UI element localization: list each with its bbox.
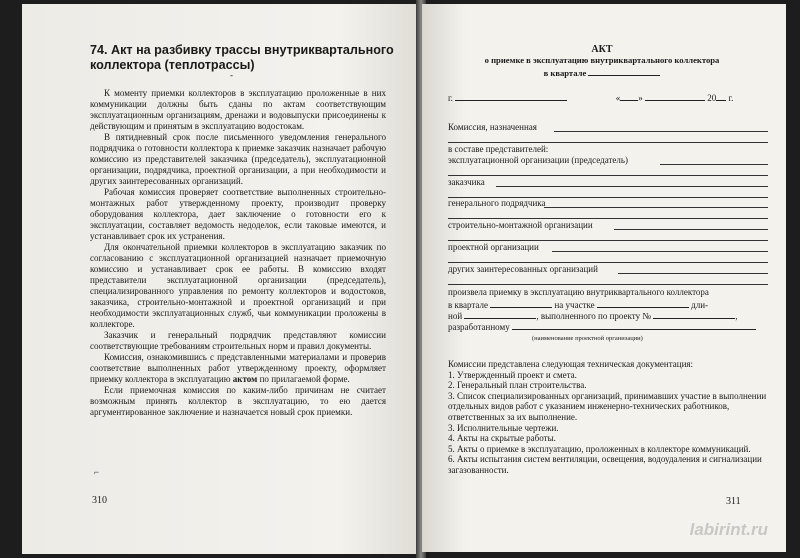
construction-org-row: строительно-монтажной организации (448, 220, 593, 230)
city-label: г. (448, 93, 453, 103)
blank-line (448, 218, 768, 219)
paragraph: К моменту приемки коллекторов в эксплуатацию проложенные в них коммуникации должны быть сданы по актам соответствующим эксплуатационным организациям, дренажи и водовыпуски присоединены к действующим и принятым в эксплуатацию водостокам. (90, 88, 386, 131)
section-title: 74. Акт на разбивку трассы внутриквартального коллектора (теплотрассы) (90, 43, 394, 72)
act-title (462, 44, 742, 79)
paragraph: Если приемочная комиссия по каким-либо причинам не считает возможным принять коллектор в эксплуатацию, то ею дается аргументированное заключение и назначается новый срок приемки. (90, 385, 386, 417)
paragraph: Для окончательной приемки коллекторов в эксплуатацию заказчик по согласованию с эксплуатационной организацией назначает приемочную комиссию и устанавливает срок ее работы. В комиссию входят представители эксплуатационной организации (председатель), специализированного управления по ремонту коллекторов и водостоков, заказчика, строительно-монтажной и проектной организаций и при необходимости эксплуатационных служб, чьи коммуникации проложены в коллекторе. (90, 242, 386, 329)
paragraph: В пятидневный срок после письменного уведомления генерального подрядчика о готовности коллектора к приемке заказчик назначает рабочую комиссию из представителей заказчика (председатель), эксплуатационной организации, подрядчика, проектной организации, а при необходимости и других заинтересованных организаций. (90, 132, 386, 186)
blank-field (653, 309, 735, 319)
design-org-row: проектной организации (448, 242, 539, 252)
quote-close: » (638, 93, 643, 103)
place-date-row (448, 91, 768, 104)
blank-line (618, 273, 768, 274)
section-label: на участке (554, 300, 595, 310)
blank-field (464, 309, 536, 319)
blank-field (455, 91, 567, 101)
dash-mark: ⌐ (94, 467, 100, 477)
developer-label: разработанному (448, 322, 510, 332)
act-heading: АКТ (591, 44, 613, 55)
in-quarter-label: в квартале (448, 300, 488, 310)
docs-item: 3. Исполнительные чертежи. (448, 422, 559, 433)
operating-org-row: эксплуатационной организации (председатель) (448, 155, 629, 165)
docs-item: 5. Акты о приемке в эксплуатацию, проложенных в коллекторе коммуникаций. (448, 443, 751, 454)
other-orgs-row: других заинтересованных организаций (448, 264, 598, 274)
act-subtitle: о приемке в эксплуатацию внутриквартального коллектора (484, 55, 720, 65)
caption-project-org: (наименование проектной организации) (532, 335, 643, 342)
blank-line (448, 142, 768, 143)
general-contractor-row: генерального подрядчика (448, 198, 546, 208)
blank-line (448, 284, 768, 285)
length-label-cont: ной (448, 311, 463, 321)
documentation-list (448, 359, 768, 476)
developer-row (448, 320, 768, 333)
blank-line (544, 207, 768, 208)
year-suffix: г. (728, 93, 734, 103)
customer-row: заказчика (448, 177, 485, 187)
docs-intro: Комиссии представлена следующая техническая документация: (448, 359, 694, 369)
page-number-right: 311 (726, 496, 741, 507)
paragraph: Заказчик и генеральный подрядчик представляют комиссии соответствующие требованиям строительных норм и правил документы. (90, 330, 386, 351)
docs-item: 3. Список специализированных организаций, принимавших участие в выполнении отдельных видов работ с указанием инженерно-технических работников, ответственных за их выполнение. (448, 390, 767, 422)
length-label: дли- (691, 300, 709, 310)
left-page (22, 4, 420, 554)
left-body-text (90, 88, 386, 418)
commission-label: Комиссия, назначенная (448, 122, 537, 132)
blank-line (660, 164, 768, 165)
docs-item: 6. Акты испытания систем вентиляции, освещения, водоудаления и сигнализации загазованности. (448, 454, 762, 475)
blank-field (620, 91, 638, 101)
blank-line (554, 131, 768, 132)
project-row: ной , выполненного по проекту № , (448, 311, 738, 321)
right-page (422, 4, 786, 552)
act-subtitle-quarter (462, 66, 742, 79)
blank-field (645, 91, 705, 101)
blank-line (448, 175, 768, 176)
docs-item: 2. Генеральный план строительства. (448, 380, 587, 391)
bold-word: актом (232, 374, 258, 384)
blank-field (512, 320, 756, 330)
docs-item: 1. Утвержденный проект и смета. (448, 369, 577, 380)
docs-item: 4. Акты на скрытые работы. (448, 433, 556, 444)
blank-line (448, 262, 768, 263)
project-label: , выполненного по проекту № (536, 311, 651, 321)
paragraph-text: по прилагаемой форме. (257, 374, 350, 384)
dash-mark: - (230, 70, 233, 80)
watermark-logo: labirint.ru (689, 520, 768, 539)
blank-field (597, 298, 689, 308)
act-subtitle-quarter-label: в квартале (543, 68, 587, 78)
paragraph (90, 352, 386, 385)
paragraph: Рабочая комиссия проверяет соответствие выполненных строительно-монтажных работ утвержденному проекту, производит проверку оборудования коллектора, дает заключение о готовности его к эксплуатации, составляет ведомость недоделок, если таковые имеются, и устанавливает срок их устранения. (90, 187, 386, 241)
blank-line (614, 229, 768, 230)
blank-line (496, 186, 768, 187)
composition-row: в составе представителей: (448, 144, 549, 154)
blank-field (716, 91, 726, 101)
paragraph-text: Комиссия, ознакомившись с представленными материалами и проверив соответствие выполненных работ утвержденному проекту, оформляет приемку коллектора в эксплуатацию (90, 352, 386, 384)
quote-open: « (615, 93, 621, 103)
year-prefix: 20 (707, 93, 717, 103)
blank-line (552, 251, 768, 252)
blank-field (588, 66, 660, 76)
blank-field (490, 298, 552, 308)
page-number-left: 310 (92, 495, 107, 506)
acceptance-row: произвела приемку в эксплуатацию внутриквартального коллектора (448, 287, 709, 297)
blank-line (448, 240, 768, 241)
